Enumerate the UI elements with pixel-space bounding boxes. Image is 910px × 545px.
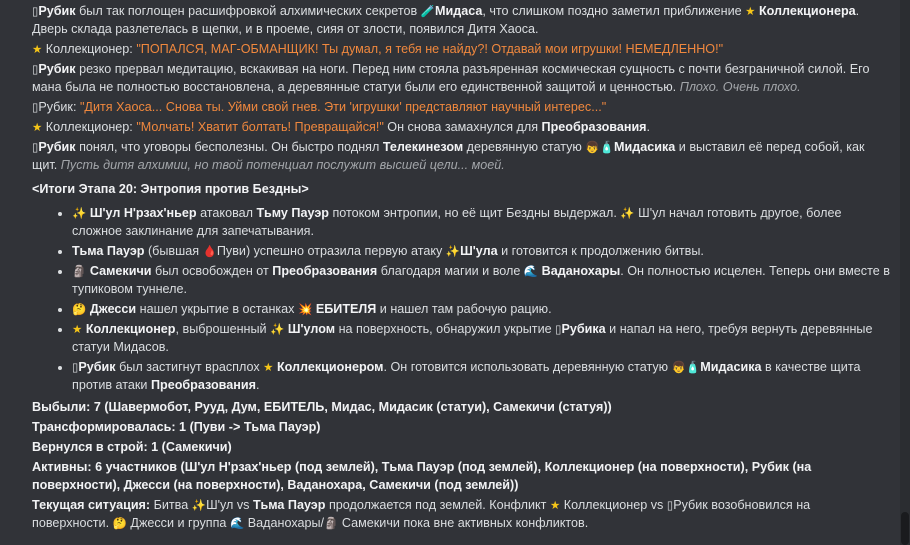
text: . Он готовится использовать деревянную статую [383,360,672,374]
stat-eliminated: Выбыли: 7 (Шавермобот, Рууд, Дум, ЕБИТЕЛЬ, Мидас, Мидасик (статуи), Самекичи (статуя)) [32,400,612,414]
text: в качестве щита против атаки [72,360,861,392]
list-item [72,242,890,260]
text: . [646,120,651,134]
text: , выброшенный [175,322,271,336]
italic-aside: Плохо. Очень плохо. [679,80,801,94]
text: Он снова замахнулся для [383,120,542,134]
sparkles-icon: ✨ [445,244,461,258]
text: и выставил её перед собой, как щит. [32,140,865,172]
list-item [72,300,890,318]
missing-glyph-icon: ▯ [666,498,674,512]
stat-current-situation [32,496,890,532]
text: и готовится к продолжению битвы. [497,244,704,258]
explosion-icon: 💥 [297,302,313,316]
speaker-label: Коллекционер: [42,42,137,56]
text: Самекичи пока вне активных конфликтов. [338,516,589,530]
name-midasik: Мидасика [614,140,676,154]
name-jessie: Джесси [89,302,137,316]
name-midas: Мидаса [434,4,483,18]
text: и напал на него, требуя вернуть деревянные статуи Мидасов. [72,322,873,354]
wave-icon: 🌊 [523,264,539,278]
boy-lotion-icon: 👦🧴 [671,360,701,374]
text: благодаря магии и воле [377,264,524,278]
name-tma-power: Тьма Пауэр [72,244,145,258]
name-rubick: Рубика [561,322,606,336]
text: нашел укрытие в останках [136,302,298,316]
text: Ш'ул начал готовить другое, более сложное заклинание для запечатывания. [72,206,842,238]
name-rubick: Рубик [78,360,116,374]
test-tube-icon: 🧪 [420,4,435,18]
speaker-label: Рубик: [38,100,80,114]
missing-glyph-icon: ▯ [32,4,39,18]
stat-returned: Вернулся в строй: 1 (Самекичи) [32,440,232,454]
story-paragraph-5 [32,118,890,136]
story-paragraph-1 [32,2,890,38]
stat-active: Активны: 6 участников (Ш'ул Н'рзах'ньер (под землей), Тьма Пауэр (под землей), Коллекционер (на поверхности), Рубик (на поверхности), Джесси (на поверхности), Ваданохара, Самекичи (под землей)) [32,460,812,492]
boy-lotion-icon: 👦🧴 [585,140,615,154]
text: Рубик возобновился на поверхности. [32,498,811,530]
name-midasik: Мидасика [700,360,762,374]
moai-icon: 🗿 [72,264,87,278]
text: Битва [150,498,192,512]
text: . [255,378,260,392]
list-item [72,262,890,298]
text: Ваданохары/ [244,516,325,530]
text: деревянную статую [463,140,586,154]
missing-glyph-icon: ▯ [72,360,79,374]
name-samekichi: Самекичи [89,264,152,278]
missing-glyph-icon: ▯ [32,140,39,154]
spell-name: Преобразования [541,120,647,134]
name-shul: Ш'ул Н'рзах'ньер [89,206,197,220]
story-paragraph-6 [32,138,890,174]
text: был так поглощен расшифровкой алхимических секретов [75,4,421,18]
sparkles-icon: ✨ [270,322,285,336]
speaker-label: Коллекционер: [42,120,137,134]
text: Ш'ул vs [206,498,253,512]
spell-name: Телекинезом [382,140,464,154]
sparkles-icon: ✨ [191,498,207,512]
name-tma-power: Тьму Пауэр [256,206,329,220]
name-vadanohara: Ваданохары [541,264,621,278]
text: . Дверь склада разлетелась в щепки, и в проеме, сияя от злости, появился Дитя Хаоса. [32,4,860,36]
text: . Он полностью исцелен. Теперь они вместе в тупиковом туннеле. [72,264,890,296]
italic-aside: Пусть дитя алхимии, но твой потенциал послужит высшей цели... моей. [60,158,505,172]
text: был застигнут врасплох [115,360,264,374]
thinking-face-icon: 🤔 [72,302,87,316]
scrollbar-thumb[interactable] [901,512,909,545]
name-collector: Коллекционером [276,360,384,374]
text: и нашел там рабочую рацию. [376,302,552,316]
missing-glyph-icon: ▯ [32,62,39,76]
star-icon: ★ [549,498,561,512]
spell-name: Преобразования [150,378,256,392]
name-rubick: Рубик [38,4,76,18]
star-icon: ★ [32,42,43,56]
sparkles-icon: ✨ [620,206,635,220]
story-paragraph-3 [32,60,890,96]
quote-rubick: "Дитя Хаоса... Снова ты. Уйми свой гнев. Эти 'игрушки' представляют научный интерес..." [79,100,607,114]
quote-collector: "ПОПАЛСЯ, МАГ-ОБМАНЩИК! Ты думал, я тебя не найду?! Отдавай мои игрушки! НЕМЕДЛЕННО!" [136,42,724,56]
sparkles-icon: ✨ [72,206,87,220]
blood-drop-icon: 🩸 [202,244,217,258]
name-rubick: Рубик [38,62,76,76]
stage-summary-heading: <Итоги Этапа 20: Энтропия против Бездны> [32,182,309,196]
text: Джесси и группа [126,516,230,530]
text: атаковал [196,206,257,220]
list-item [72,204,890,240]
text: на поверхность, обнаружил укрытие [335,322,556,336]
name-collector: Коллекционер [85,322,176,336]
quote-collector: "Молчать! Хватит болтать! Превращайся!" [136,120,384,134]
star-icon: ★ [72,322,83,336]
text: , что слишком поздно заметил приближение [482,4,746,18]
text: потоком энтропии, но её щит Бездны выдержал. [328,206,621,220]
stat-transformed: Трансформировалась: 1 (Пуви -> Тьма Пауэр) [32,420,321,434]
name-shul: Ш'ула [460,244,498,258]
text: Пуви) успешно отразила первую атаку [216,244,446,258]
text: резко прервал медитацию, вскакивая на ноги. Перед ним стояла разъяренная космическая сущность с почти безграничной силой. Его мана была не полностью восстановлена, а деревянные статуи были его единственной защитой и ценностью. [32,62,870,94]
name-tma-power: Тьма Пауэр [252,498,326,512]
thinking-face-icon: 🤔 [112,516,127,530]
moai-icon: 🗿 [324,516,339,530]
name-shul: Ш'улом [287,322,336,336]
text: понял, что уговоры бесполезны. Он быстро поднял [75,140,383,154]
missing-glyph-icon: ▯ [32,100,39,114]
star-icon: ★ [745,4,756,18]
star-icon: ★ [32,120,43,134]
text: продолжается под землей. Конфликт [325,498,550,512]
spell-name: Преобразования [272,264,378,278]
summary-list [32,204,890,394]
name-ebitel: ЕБИТЕЛЯ [315,302,377,316]
story-paragraph-2 [32,40,890,58]
star-icon: ★ [263,360,274,374]
list-item [72,358,890,394]
stat-label: Текущая ситуация: [32,498,151,512]
wave-icon: 🌊 [229,516,245,530]
list-item [72,320,890,356]
text: Коллекционер vs [560,498,667,512]
text: (бывшая [144,244,203,258]
missing-glyph-icon: ▯ [555,322,562,336]
scrollbar-track[interactable] [900,0,910,545]
name-collector: Коллекционера [758,4,856,18]
text: был освобожден от [151,264,273,278]
name-rubick: Рубик [38,140,76,154]
story-paragraph-4 [32,98,890,116]
